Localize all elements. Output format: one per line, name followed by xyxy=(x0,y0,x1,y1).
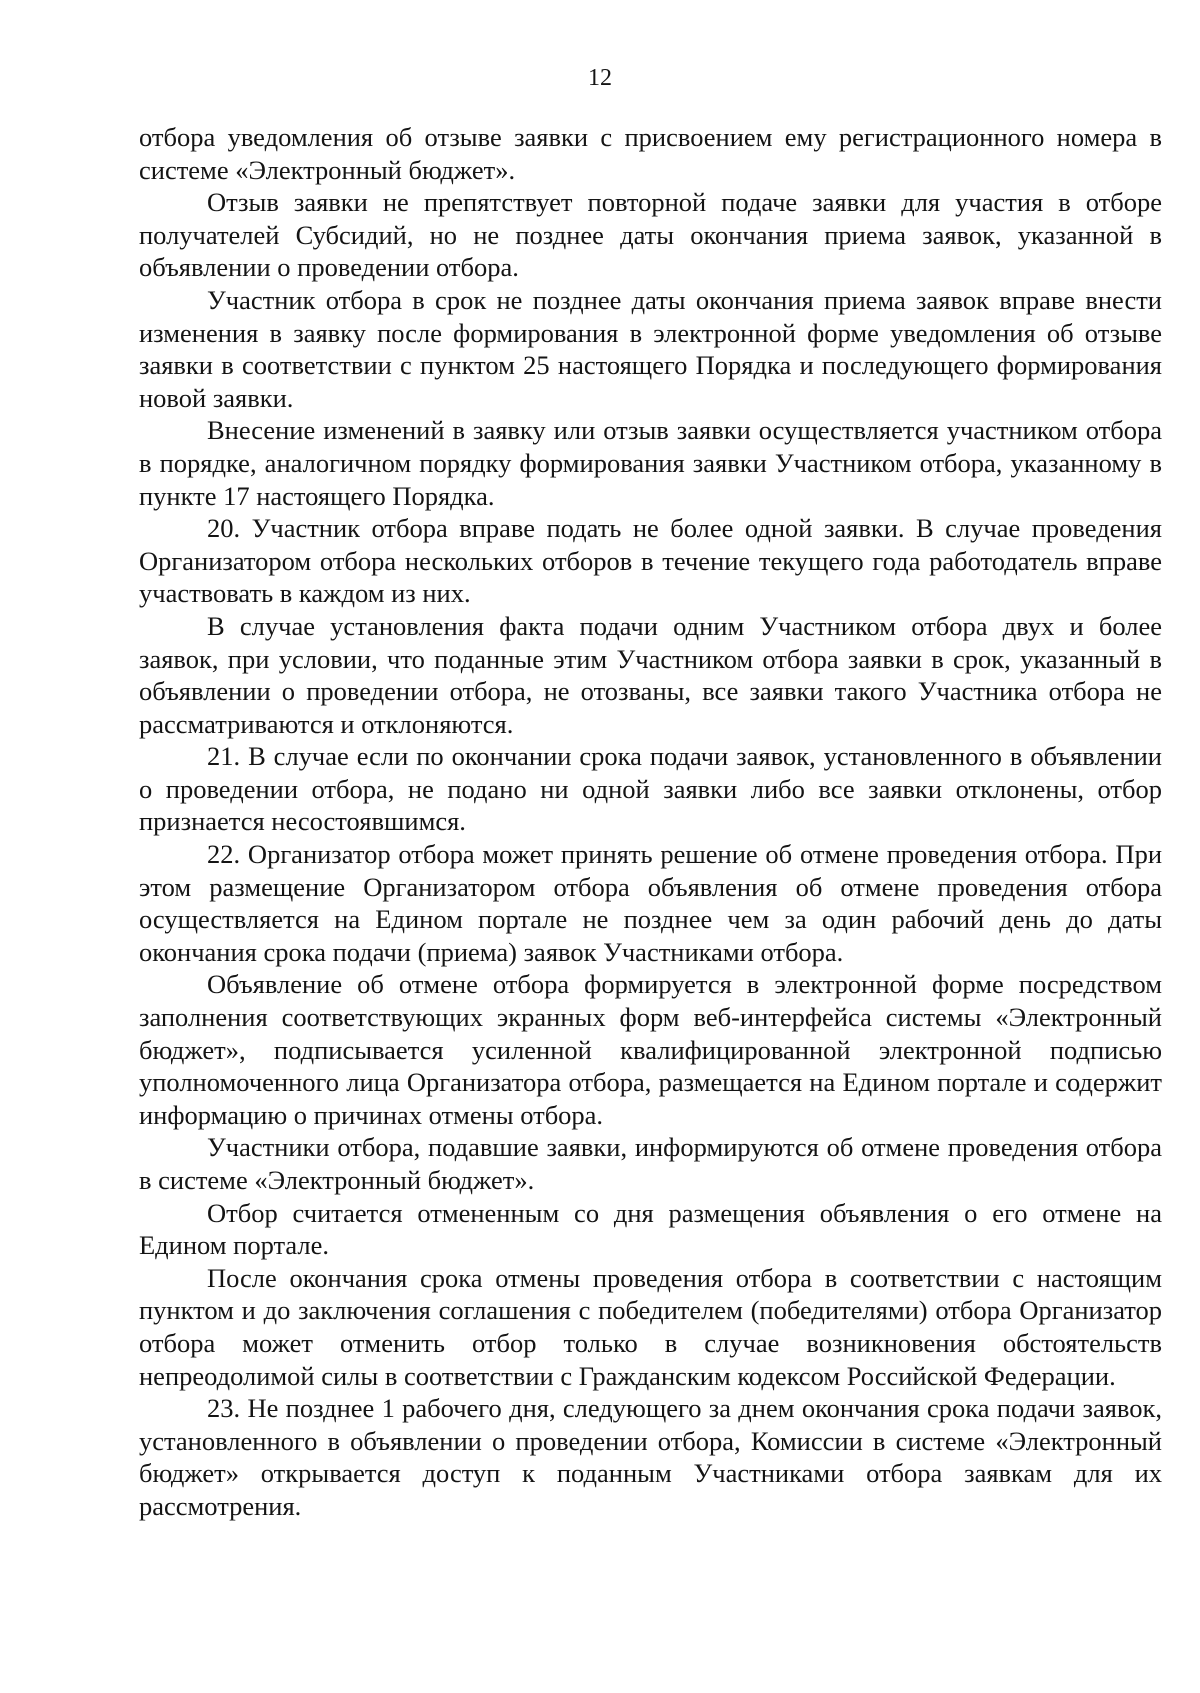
paragraph-cancellation-notice: Объявление об отмене отбора формируется в электронной форме посредством заполнения соответствующих экранных форм веб-интерфейса системы «Электронный бюджет», подписывается усиленной квалифицированной электронной подписью уполномоченного лица Организатора отбора, размещается на Едином портале и содержит информацию о причинах отмены отбора. xyxy=(139,969,1162,1130)
paragraph-clause-20: 20. Участник отбора вправе подать не более одной заявки. В случае проведения Организатором отбора нескольких отборов в течение текущего года работодатель вправе участвовать в каждом из них. xyxy=(139,513,1162,609)
paragraph-clause-21: 21. В случае если по окончании срока подачи заявок, установленного в объявлении о проведении отбора, не подано ни одной заявки либо все заявки отклонены, отбор признается несостоявшимся. xyxy=(139,741,1162,837)
paragraph-duplicate-applications: В случае установления факта подачи одним Участником отбора двух и более заявок, при условии, что поданные этим Участником отбора заявки в срок, указанный в объявлении о проведении отбора, не отозваны, все заявки такого Участника отбора не рассматриваются и отклоняются. xyxy=(139,610,1162,739)
paragraph-application-changes: Участник отбора в срок не позднее даты окончания приема заявок вправе внести изменения в заявку после формирования в электронной форме уведомления об отзыве заявки в соответствии с пунктом 25 настоящего Порядка и последующего формирования новой заявки. xyxy=(139,284,1162,413)
paragraph-clause-22: 22. Организатор отбора может принять решение об отмене проведения отбора. При этом размещение Организатором отбора объявления об отмене проведения отбора осуществляется на Едином портале не позднее чем за один рабочий день до даты окончания срока подачи (приема) заявок Участниками отбора. xyxy=(139,839,1162,967)
page-number: 12 xyxy=(588,65,612,91)
paragraph-continuation: отбора уведомления об отзыве заявки с присвоением ему регистрационного номера в системе «Электронный бюджет». xyxy=(139,122,1162,185)
paragraph-withdrawal-resubmission: Отзыв заявки не препятствует повторной подаче заявки для участия в отборе получателей Субсидий, но не позднее даты окончания приема заявок, указанной в объявлении о проведении отбора. xyxy=(139,187,1162,283)
paragraph-clause-23: 23. Не позднее 1 рабочего дня, следующего за днем окончания срока подачи заявок, установленного в объявлении о проведении отбора, Комиссии в системе «Электронный бюджет» открывается доступ к поданным Участниками отбора заявкам для их рассмотрения. xyxy=(139,1393,1162,1521)
paragraph-participants-informed: Участники отбора, подавшие заявки, информируются об отмене проведения отбора в системе «Электронный бюджет». xyxy=(139,1132,1162,1195)
paragraph-force-majeure: После окончания срока отмены проведения отбора в соответствии с настоящим пунктом и до заключения соглашения с победителем (победителями) отбора Организатор отбора может отменить отбор только в случае возникновения обстоятельств непреодолимой силы в соответствии с Гражданским кодексом Российской Федерации. xyxy=(139,1262,1162,1391)
paragraph-cancellation-effective: Отбор считается отмененным со дня размещения объявления о его отмене на Едином портале. xyxy=(139,1197,1162,1261)
document-body xyxy=(139,121,1162,1523)
paragraph-changes-procedure: Внесение изменений в заявку или отзыв заявки осуществляется участником отбора в порядке, аналогичном порядку формирования заявки Участником отбора, указанному в пункте 17 настоящего Порядка. xyxy=(139,415,1162,511)
